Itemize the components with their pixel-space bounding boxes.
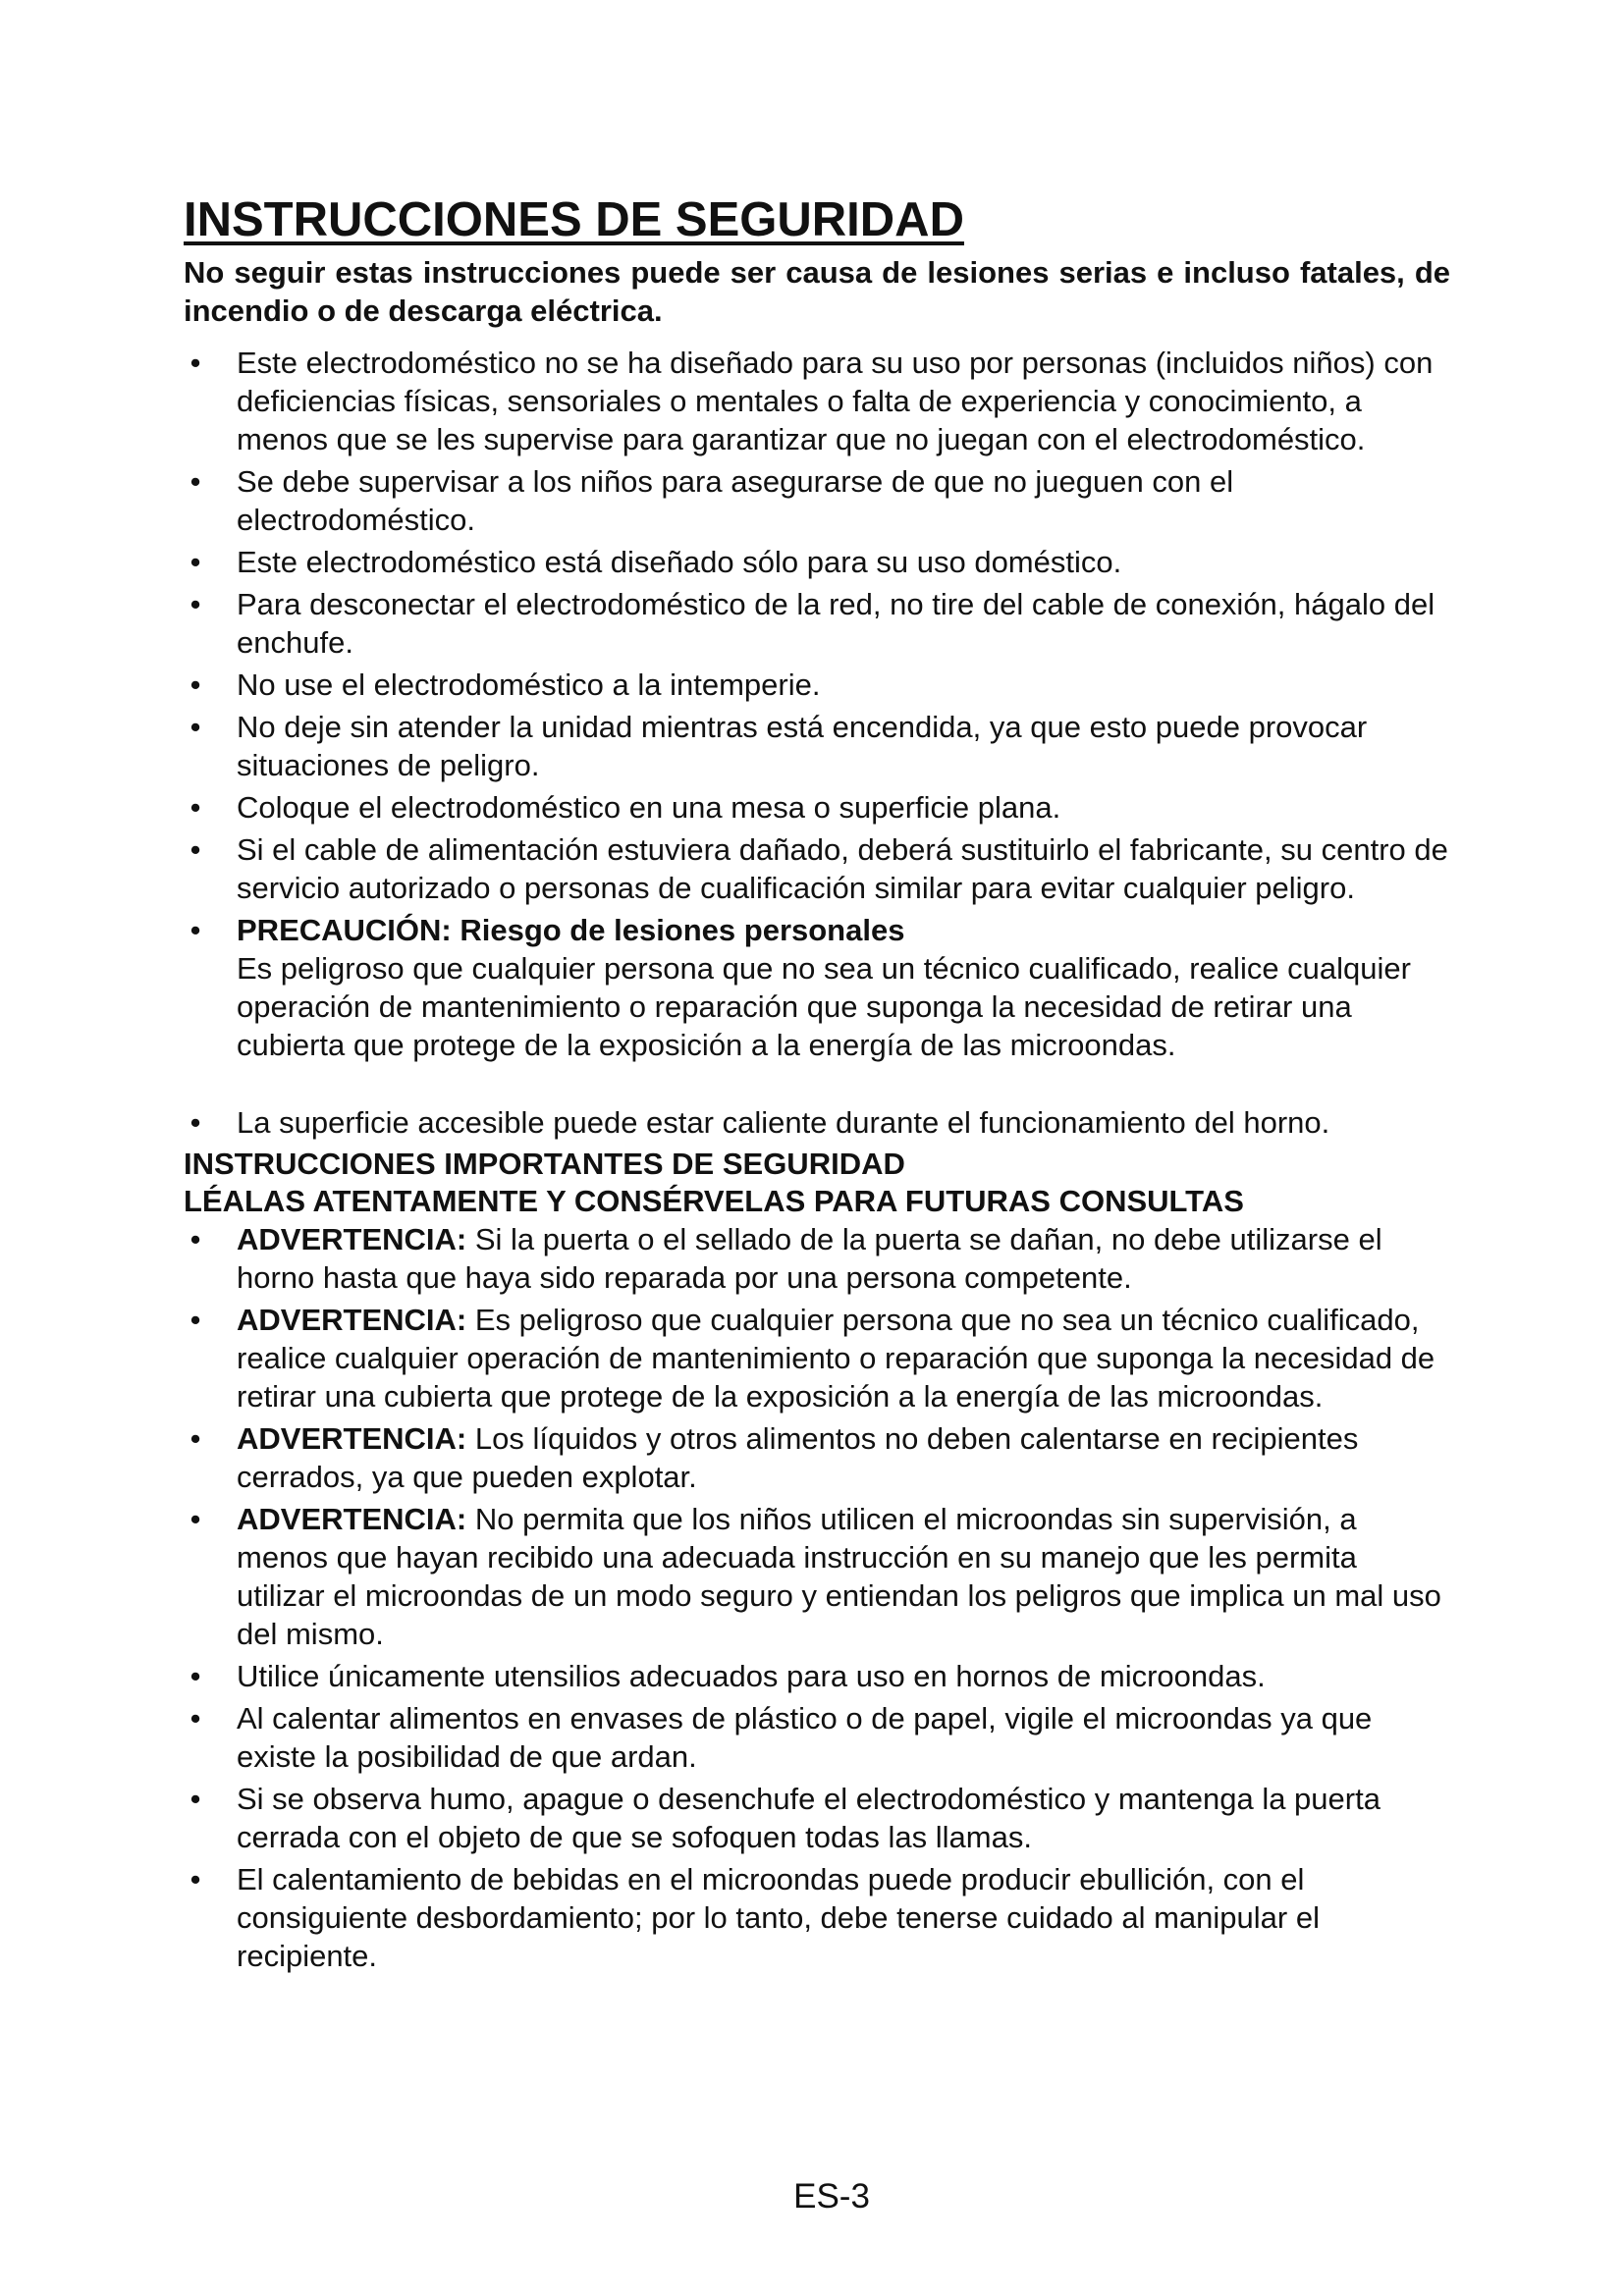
- list-item-text: Para desconectar el electrodoméstico de la red, no tire del cable de conexión, hágalo del enchufe.: [237, 587, 1435, 660]
- list-item: [184, 1103, 1450, 1142]
- list-item: [184, 585, 1450, 662]
- bullet-icon: •: [189, 1222, 201, 1256]
- document-page: [184, 192, 1450, 1979]
- list-item: [184, 462, 1450, 539]
- bullet-icon: •: [189, 1782, 201, 1816]
- list-item: [184, 1220, 1450, 1297]
- section-subtitle: LÉALAS ATENTAMENTE Y CONSÉRVELAS PARA FUTURAS CONSULTAS: [184, 1184, 1244, 1218]
- list-item: [184, 1860, 1450, 1975]
- list-item-text: No use el electrodoméstico a la intemperie.: [237, 667, 821, 702]
- bullet-icon: •: [189, 1502, 201, 1536]
- list-item-text: Los líquidos y otros alimentos no deben calentarse en recipientes cerrados, ya que pueden explotar.: [237, 1421, 1359, 1494]
- list-item: [184, 830, 1450, 907]
- bullet-icon: •: [189, 1105, 201, 1140]
- list-item-text: Este electrodoméstico está diseñado sólo para su uso doméstico.: [237, 545, 1122, 579]
- caution-text: Es peligroso que cualquier persona que no sea un técnico cualificado, realice cualquier operación de mantenimiento o reparación que suponga la necesidad de retirar una cubierta que protege de la exposición a la energía de las microondas.: [237, 951, 1411, 1062]
- hot-surface-list: [184, 1103, 1450, 1142]
- caution-item: [184, 911, 1450, 1064]
- warning-label: ADVERTENCIA:: [237, 1222, 467, 1256]
- warning-label: ADVERTENCIA:: [237, 1421, 467, 1456]
- list-item: [184, 344, 1450, 458]
- warning-label: ADVERTENCIA:: [237, 1303, 467, 1337]
- page-number: ES-3: [793, 2177, 870, 2216]
- section-title: INSTRUCCIONES IMPORTANTES DE SEGURIDAD: [184, 1147, 905, 1181]
- bullet-icon: •: [189, 710, 201, 744]
- safety-list: [184, 344, 1450, 1064]
- list-item-text: Si se observa humo, apague o desenchufe el electrodoméstico y mantenga la puerta cerrada con el objeto de que se sofoquen todas las llamas.: [237, 1782, 1380, 1854]
- spacer: [184, 1068, 1450, 1103]
- bullet-icon: •: [189, 913, 201, 947]
- bullet-icon: •: [189, 1701, 201, 1735]
- list-item: [184, 708, 1450, 784]
- bullet-icon: •: [189, 790, 201, 825]
- list-item: [184, 1500, 1450, 1653]
- bullet-icon: •: [189, 1421, 201, 1456]
- page-footer: [0, 2177, 1624, 2216]
- list-item-text: El calentamiento de bebidas en el microondas puede producir ebullición, con el consiguiente desbordamiento; por lo tanto, debe tenerse cuidado al manipular el recipiente.: [237, 1862, 1320, 1973]
- list-item: [184, 1780, 1450, 1856]
- list-item-text: Si el cable de alimentación estuviera dañado, deberá sustituirlo el fabricante, su centro de servicio autorizado o personas de cualificación similar para evitar cualquier peligro.: [237, 832, 1448, 905]
- list-item-text: Si la puerta o el sellado de la puerta se dañan, no debe utilizarse el horno hasta que haya sido reparada por una persona competente.: [237, 1222, 1382, 1295]
- list-item-text: Coloque el electrodoméstico en una mesa o superficie plana.: [237, 790, 1061, 825]
- list-item-text: La superficie accesible puede estar caliente durante el funcionamiento del horno.: [237, 1105, 1330, 1140]
- warning-label: ADVERTENCIA:: [237, 1502, 467, 1536]
- important-list: [184, 1220, 1450, 1975]
- bullet-icon: •: [189, 545, 201, 579]
- list-item-text: No permita que los niños utilicen el microondas sin supervisión, a menos que hayan recibido una adecuada instrucción en su manejo que les permita utilizar el microondas de un modo seguro y entiendan los peligros que implica un mal uso del mismo.: [237, 1502, 1441, 1651]
- list-item-text: Es peligroso que cualquier persona que no sea un técnico cualificado, realice cualquier operación de mantenimiento o reparación que suponga la necesidad de retirar una cubierta que protege de la exposición a la energía de las microondas.: [237, 1303, 1435, 1414]
- list-item: [184, 666, 1450, 704]
- list-item-text: Al calentar alimentos en envases de plástico o de papel, vigile el microondas ya que existe la posibilidad de que ardan.: [237, 1701, 1373, 1774]
- bullet-icon: •: [189, 464, 201, 499]
- list-item-text: No deje sin atender la unidad mientras está encendida, ya que esto puede provocar situaciones de peligro.: [237, 710, 1368, 782]
- bullet-icon: •: [189, 1862, 201, 1896]
- list-item-text: Este electrodoméstico no se ha diseñado para su uso por personas (incluidos niños) con deficiencias físicas, sensoriales o mentales o falta de experiencia y conocimiento, a menos que se les supervise para garantizar que no juegan con el electrodoméstico.: [237, 346, 1434, 456]
- caution-heading: PRECAUCIÓN: Riesgo de lesiones personales: [237, 913, 905, 947]
- bullet-icon: •: [189, 1659, 201, 1693]
- bullet-icon: •: [189, 346, 201, 380]
- list-item: [184, 1419, 1450, 1496]
- bullet-icon: •: [189, 667, 201, 702]
- intro-warning: No seguir estas instrucciones puede ser causa de lesiones serias e incluso fatales, de incendio o de descarga eléctrica.: [184, 255, 1450, 328]
- list-item: [184, 788, 1450, 827]
- list-item-text: Utilice únicamente utensilios adecuados para uso en hornos de microondas.: [237, 1659, 1266, 1693]
- list-item: [184, 543, 1450, 581]
- bullet-icon: •: [189, 832, 201, 867]
- list-item: [184, 1699, 1450, 1776]
- list-item-text: Se debe supervisar a los niños para asegurarse de que no jueguen con el electrodoméstico.: [237, 464, 1234, 537]
- bullet-icon: •: [189, 1303, 201, 1337]
- list-item: [184, 1301, 1450, 1415]
- list-item: [184, 1657, 1450, 1695]
- bullet-icon: •: [189, 587, 201, 621]
- page-title: INSTRUCCIONES DE SEGURIDAD: [184, 193, 964, 246]
